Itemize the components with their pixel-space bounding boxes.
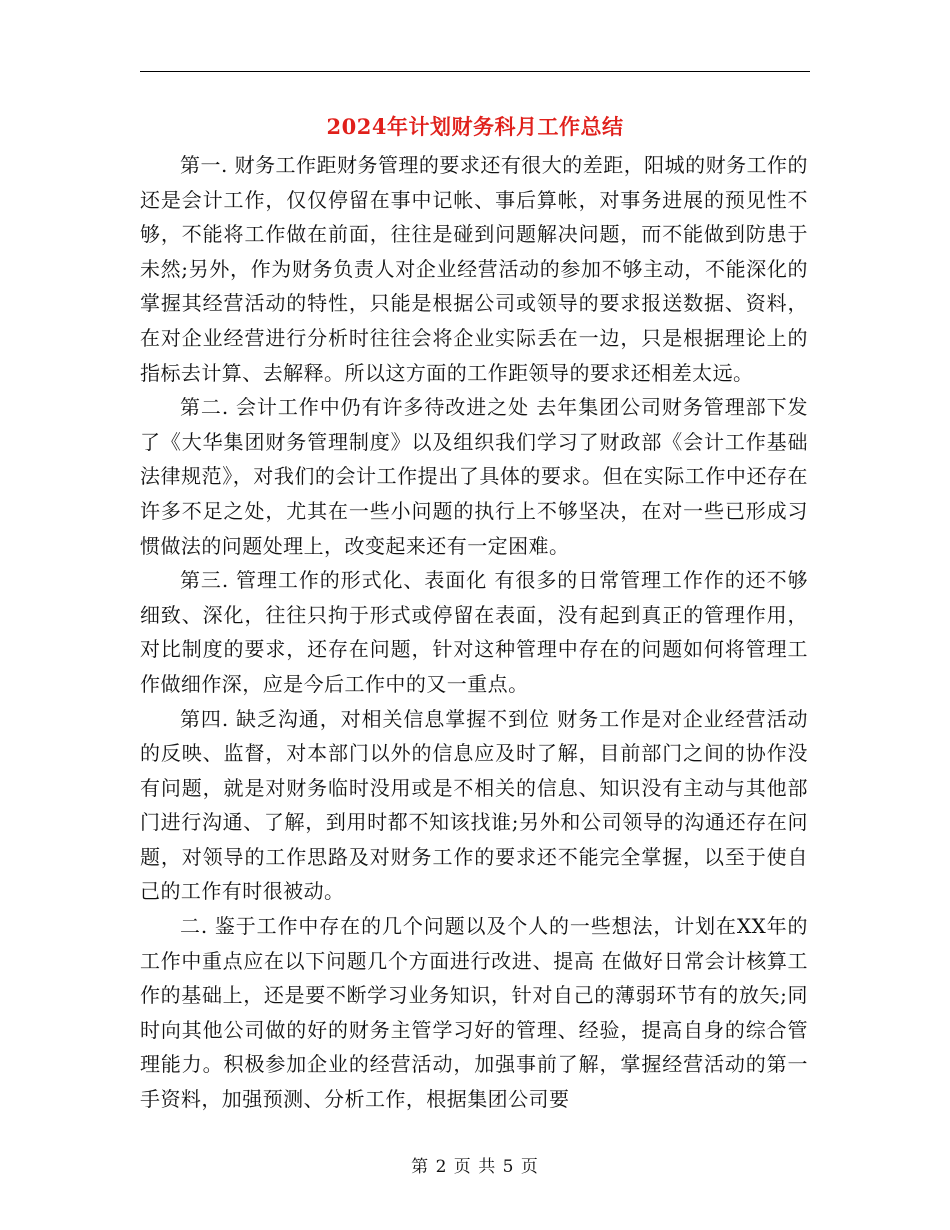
- document-title: 2024年计划财务科月工作总结: [326, 114, 624, 139]
- paragraph-4: 第四. 缺乏沟通，对相关信息掌握不到位 财务工作是对企业经营活动的反映、监督，对本部门以外的信息应及时了解，目前部门之间的协作没有问题，就是对财务临时没用或是不相关的信息、知识没有主动与其他部门进行沟通、了解，到用时都不知该找谁;另外和公司领导的沟通还存在问题，对领导的工作思路及对财务工作的要求还不能完全掌握，以至于使自己的工作有时很被动。: [140, 706, 808, 904]
- paragraph-3: 第三. 管理工作的形式化、表面化 有很多的日常管理工作作的还不够细致、深化，往往只拘于形式或停留在表面，没有起到真正的管理作用，对比制度的要求，还存在问题，针对这种管理中存在的问题如何将管理工作做细作深，应是今后工作中的又一重点。: [140, 568, 808, 696]
- header-rule: [140, 71, 810, 72]
- paragraph-2: 第二. 会计工作中仍有许多待改进之处 去年集团公司财务管理部下发了《大华集团财务管理制度》以及组织我们学习了财政部《会计工作基础法律规范》，对我们的会计工作提出了具体的要求。但在实际工作中还存在许多不足之处，尤其在一些小问题的执行上不够坚决，在对一些已形成习惯做法的问题处理上，改变起来还有一定困难。: [140, 395, 808, 558]
- paragraph-5: 二. 鉴于工作中存在的几个问题以及个人的一些想法，计划在XX年的工作中重点应在以下问题几个方面进行改进、提高 在做好日常会计核算工作的基础上，还是要不断学习业务知识，针对自己的薄弱环节有的放矢;同时向其他公司做的好的财务主管学习好的管理、经验，提高自身的综合管理能力。积极参加企业的经营活动，加强事前了解，掌握经营活动的第一手资料，加强预测、分析工作，根据集团公司要: [140, 914, 808, 1112]
- paragraph-1: 第一. 财务工作距财务管理的要求还有很大的差距，阳城的财务工作的还是会计工作，仅仅停留在事中记帐、事后算帐，对事务进展的预见性不够，不能将工作做在前面，往往是碰到问题解决问题，而不能做到防患于未然;另外，作为财务负责人对企业经营活动的参加不够主动，不能深化的掌握其经营活动的特性，只能是根据公司或领导的要求报送数据、资料，在对企业经营进行分析时往往会将企业实际丢在一边，只是根据理论上的指标去计算、去解释。所以这方面的工作距领导的要求还相差太远。: [140, 153, 808, 385]
- page-number: 第 2 页 共 5 页: [411, 1157, 539, 1177]
- document-body: [140, 148, 808, 1117]
